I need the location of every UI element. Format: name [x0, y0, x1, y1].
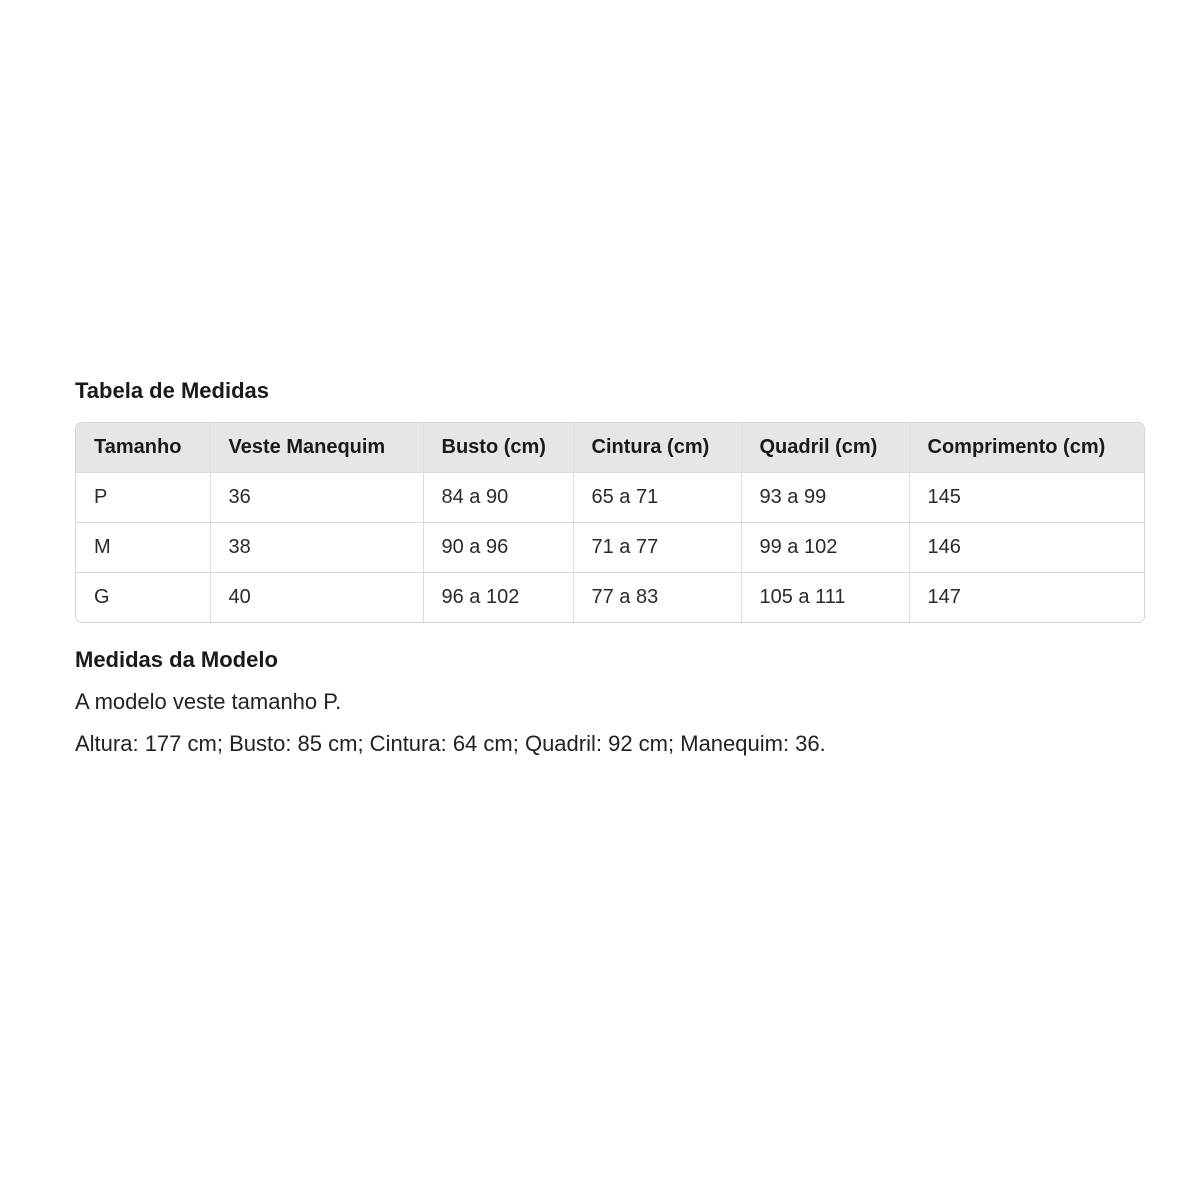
column-header-tamanho: Tamanho [76, 423, 210, 473]
table-cell: G [76, 573, 210, 623]
table-cell: 145 [909, 473, 1144, 523]
table-header-row [76, 423, 1144, 473]
table-cell: 146 [909, 523, 1144, 573]
model-size-text: A modelo veste tamanho P. [75, 689, 342, 714]
size-table-title: Tabela de Medidas [75, 378, 269, 403]
table-cell: 105 a 111 [741, 573, 909, 623]
column-header-quadril: Quadril (cm) [741, 423, 909, 473]
table-cell: 147 [909, 573, 1144, 623]
table-cell: 77 a 83 [573, 573, 741, 623]
table-cell: M [76, 523, 210, 573]
content-area [75, 376, 1145, 759]
table-cell: 65 a 71 [573, 473, 741, 523]
model-measurements-text: Altura: 177 cm; Busto: 85 cm; Cintura: 64 cm; Quadril: 92 cm; Manequim: 36. [75, 731, 826, 756]
table-row [76, 573, 1144, 623]
table-cell: 36 [210, 473, 423, 523]
table-cell: 99 a 102 [741, 523, 909, 573]
table-cell: 96 a 102 [423, 573, 573, 623]
column-header-veste-manequim: Veste Manequim [210, 423, 423, 473]
table-cell: 38 [210, 523, 423, 573]
size-table [76, 423, 1144, 622]
table-cell: 90 a 96 [423, 523, 573, 573]
size-table-container [75, 422, 1145, 623]
column-header-comprimento: Comprimento (cm) [909, 423, 1144, 473]
table-cell: 40 [210, 573, 423, 623]
table-cell: P [76, 473, 210, 523]
model-measurements-title: Medidas da Modelo [75, 647, 278, 672]
column-header-busto: Busto (cm) [423, 423, 573, 473]
table-row [76, 523, 1144, 573]
table-cell: 93 a 99 [741, 473, 909, 523]
table-cell: 84 a 90 [423, 473, 573, 523]
table-row [76, 473, 1144, 523]
table-cell: 71 a 77 [573, 523, 741, 573]
column-header-cintura: Cintura (cm) [573, 423, 741, 473]
